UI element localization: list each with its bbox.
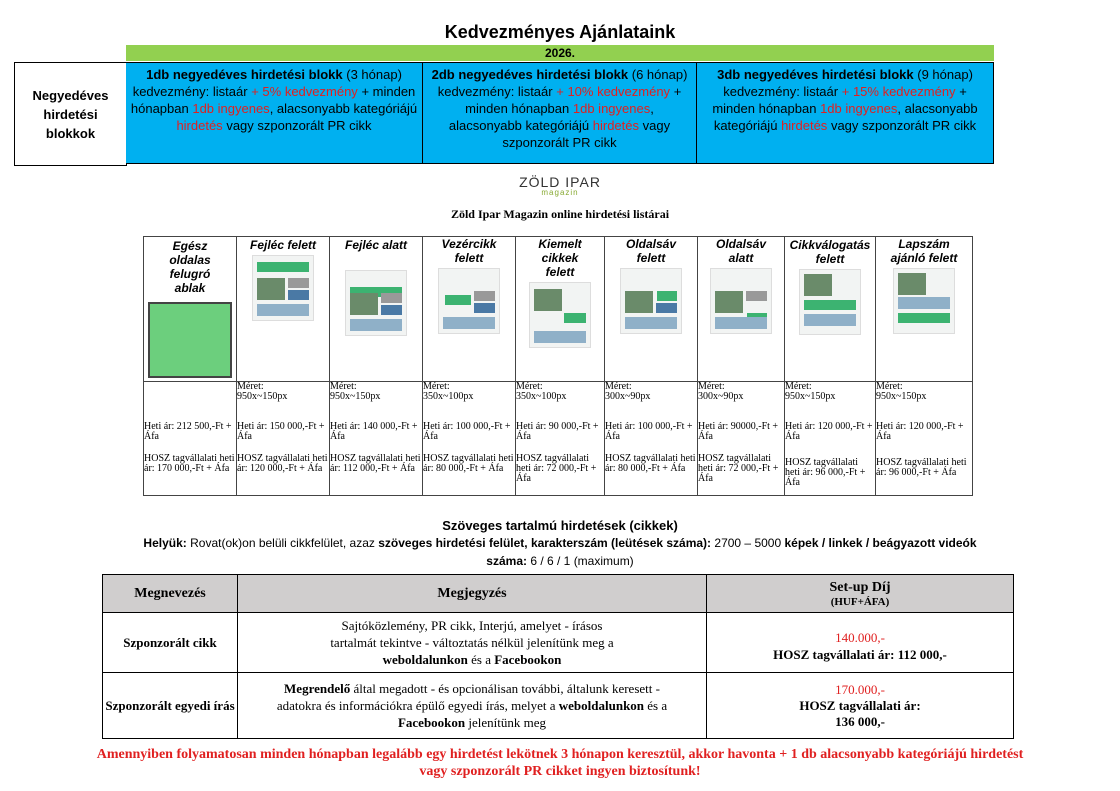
note-line [238, 714, 706, 731]
year-bar: 2026. [126, 45, 994, 61]
blocks-label-line: Negyedéves [32, 87, 109, 103]
ad-name: Fejléc alatt [344, 238, 408, 252]
blocks-label-line: blokkok [45, 125, 96, 141]
ad-cell [516, 237, 605, 382]
note-text: és a [644, 698, 668, 713]
ad-hosz-price: HOSZ tagvállalati heti ár: 120 000,-Ft + Áfa [237, 453, 328, 474]
header-fee [707, 575, 1014, 613]
ad-header-row [144, 237, 973, 382]
ad-name: Oldalsáv felett [625, 237, 677, 265]
ad-size-label: Méret: [876, 381, 903, 392]
ad-price: Heti ár: 140 000,-Ft + Áfa [330, 421, 418, 442]
ad-hosz-price: HOSZ tagvállalati heti ár: 80 000,-Ft + Áfa [423, 453, 514, 474]
blocks-label [14, 62, 127, 166]
ad-size: 950x~150px [237, 391, 288, 402]
ad-price-cell [423, 382, 516, 496]
ad-cell [785, 237, 876, 382]
block-text: vagy szponzorált PR cikk [830, 118, 977, 133]
row-note [238, 673, 707, 739]
price-header-row [103, 575, 1014, 613]
block-offer-3 [697, 62, 994, 164]
ad-hosz-price: HOSZ tagvállalati heti ár: 96 000,-Ft + Áfa [876, 457, 967, 478]
placement-media: képek / linkek / beágyazott videók [784, 536, 977, 550]
ad-hosz-price: HOSZ tagvállalati heti ár: 170 000,-Ft + Áfa [144, 453, 235, 474]
note-bold: weboldalunkon [382, 652, 468, 667]
ad-name: Lapszám ajánló felett [890, 237, 958, 265]
ad-price-cell [516, 382, 605, 496]
text-ads-heading: Szöveges tartalmú hirdetések (cikkek) [442, 518, 678, 533]
block-ad: hirdetés [592, 118, 639, 133]
ad-name: Fejléc felett [249, 238, 317, 252]
fee-title: Set-up Díj [829, 579, 891, 595]
note-text: által megadott - és opcionálisan további, általunk keresett - [350, 681, 660, 696]
ad-price: Heti ár: 100 000,-Ft + Áfa [605, 421, 693, 442]
ad-size-label: Méret: [330, 381, 357, 392]
page-title: Kedvezményes Ajánlataink [444, 22, 676, 42]
block-text: + minden hónapban [130, 84, 416, 116]
block-name: 2db negyedéves hirdetési blokk [431, 67, 629, 82]
ad-price: Heti ár: 120 000,-Ft + Áfa [785, 421, 873, 442]
block-discount: + 5% kedvezmény [251, 84, 358, 99]
block-name: 1db negyedéves hirdetési blokk [146, 67, 343, 82]
ad-size-label: Méret: [698, 381, 725, 392]
fee-sub: (HUF+ÁFA) [830, 595, 890, 608]
hosz-price: HOSZ tagvállalati ár: 112 000,- [773, 646, 947, 662]
popup-preview [148, 302, 232, 378]
page-preview [529, 282, 591, 348]
page-preview [893, 268, 955, 334]
placement-range: 2700 – 5000 [714, 536, 782, 550]
ad-price-cell [237, 382, 330, 496]
ad-placements-table [143, 236, 973, 496]
row-fee [707, 613, 1014, 673]
ad-price: Heti ár: 100 000,-Ft + Áfa [423, 421, 511, 442]
note-bold: weboldalunkon [558, 698, 645, 713]
ad-price: Heti ár: 120 000,-Ft + Áfa [876, 421, 964, 442]
ad-price-cell [330, 382, 423, 496]
block-free: 1db ingyenes [820, 101, 898, 116]
ad-size: 300x~90px [605, 391, 651, 402]
page-preview [620, 268, 682, 334]
ad-cell [605, 237, 698, 382]
placement-label: Helyük: [143, 536, 187, 550]
hosz-price: HOSZ tagvállalati ár: [799, 697, 921, 713]
note-bold: Megrendelő [284, 681, 351, 696]
note-line [238, 680, 706, 697]
ad-hosz-price: HOSZ tagvállalati heti ár: 112 000,-Ft + Áfa [330, 453, 421, 474]
block-ad: hirdetés [781, 118, 828, 133]
ad-price-row [144, 382, 973, 496]
page-preview [799, 269, 861, 335]
ad-price: Heti ár: 90 000,-Ft + Áfa [516, 421, 599, 442]
row-name: Szponzorált cikk [103, 613, 238, 673]
logo-sub: magazin [541, 188, 579, 197]
ad-hosz-price: HOSZ tagvállalati heti ár: 80 000,-Ft + Áfa [605, 453, 696, 474]
ad-name: Egész oldalas felugró ablak [169, 239, 211, 295]
footer-line: Amennyiben folyamatosan minden hónapban legalább egy hirdetést lekötnek 3 hónapon keresztül, akkor havonta + 1 db alacsonyabb kategóriájú hirdetést [96, 747, 1024, 762]
block-discount: + 10% kedvezmény [556, 84, 671, 99]
page-preview [438, 268, 500, 334]
note-text: adatokra és információkra épülő egyedi írás, melyet a [276, 698, 559, 713]
block-name: 3db negyedéves hirdetési blokk [717, 67, 914, 82]
ad-size-label: Méret: [237, 381, 264, 392]
ad-name: Cikkválogatás felett [789, 238, 871, 266]
page-preview [252, 255, 314, 321]
footer-offer [0, 746, 1120, 780]
note-text: és a [467, 652, 495, 667]
ad-size: 950x~150px [876, 391, 927, 402]
list-price: 170.000,- [835, 681, 885, 697]
ad-cell [237, 237, 330, 382]
ad-price-cell [876, 382, 973, 496]
block-free: 1db ingyenes [192, 101, 270, 116]
block-offer-1 [126, 62, 423, 164]
block-duration: (9 hónap) [917, 67, 973, 82]
note-bold: Facebookon [494, 652, 562, 667]
block-offer-2 [423, 62, 697, 164]
ad-cell [698, 237, 785, 382]
ad-size-label: Méret: [423, 381, 450, 392]
ad-name: Kiemelt cikkek felett [538, 237, 582, 279]
list-price: 140.000,- [835, 629, 885, 645]
ad-size-label: Méret: [516, 381, 543, 392]
footer-line: vagy szponzorált PR cikket ingyen biztosítunk! [419, 764, 701, 779]
row-note [238, 613, 707, 673]
ad-size: 950x~150px [330, 391, 381, 402]
ad-size: 350x~100px [516, 391, 567, 402]
block-ad: hirdetés [176, 118, 223, 133]
count-label: száma: [486, 554, 527, 568]
ad-price-cell [605, 382, 698, 496]
row-fee [707, 673, 1014, 739]
ad-price: Heti ár: 212 500,-Ft + Áfa [144, 421, 232, 442]
note-bold: Facebookon [397, 715, 466, 730]
placement-bold: szöveges hirdetési felület, karakterszám (leütések száma): [378, 536, 712, 550]
logo-text: ZÖLD IPAR [519, 174, 601, 190]
block-text: kedvezmény: listaár [723, 84, 839, 99]
ad-size-label: Méret: [605, 381, 632, 392]
text-ads-placement [0, 536, 1120, 550]
ad-price-cell [698, 382, 785, 496]
ad-cell [876, 237, 973, 382]
ad-cell [144, 237, 237, 382]
block-duration: (3 hónap) [346, 67, 402, 82]
block-text: + minden hónapban [712, 84, 967, 116]
note-line [238, 651, 706, 668]
block-text: + minden hónapban [465, 84, 682, 116]
ad-price-cell [785, 382, 876, 496]
hosz-price-value: 136 000,- [835, 713, 885, 729]
magazine-logo [0, 174, 1120, 196]
block-text: kedvezmény: listaár [132, 84, 248, 99]
block-text: , alacsonyabb kategóriájú [713, 101, 978, 133]
page-preview [345, 270, 407, 336]
ad-size: 350x~100px [423, 391, 474, 402]
note-line [238, 697, 706, 714]
note-line: Sajtóközlemény, PR cikk, Interjú, amelyet - írásos [341, 618, 603, 633]
text-ads-count [0, 554, 1120, 568]
price-list-title: Zöld Ipar Magazin online hirdetési listárai [450, 207, 670, 221]
ad-size-label: Méret: [785, 381, 812, 392]
price-row [103, 613, 1014, 673]
blocks-label-line: hirdetési [43, 106, 98, 122]
ad-price-cell [144, 382, 237, 496]
note-line: tartalmát tekintve - változtatás nélkül jelenítünk meg a [330, 635, 614, 650]
block-text: vagy szponzorált PR cikk [502, 118, 671, 150]
block-text: , alacsonyabb kategóriájú [448, 101, 654, 133]
row-name: Szponzorált egyedi írás [103, 673, 238, 739]
ad-size: 950x~150px [785, 391, 836, 402]
ad-price: Heti ár: 150 000,-Ft + Áfa [237, 421, 325, 442]
note-text: jelenítünk meg [465, 715, 547, 730]
ad-hosz-price: HOSZ tagvállalati heti ár: 96 000,-Ft + Áfa [785, 457, 866, 488]
block-discount: + 15% kedvezmény [841, 84, 956, 99]
page-preview [710, 268, 772, 334]
ad-name: Vezércikk felett [441, 237, 497, 265]
header-note: Megjegyzés [238, 575, 707, 613]
header-name: Megnevezés [103, 575, 238, 613]
ad-hosz-price: HOSZ tagvállalati heti ár: 72 000,-Ft + Áfa [698, 453, 779, 484]
count-value: 6 / 6 / 1 (maximum) [530, 554, 634, 568]
block-text: , alacsonyabb kategóriájú [269, 101, 418, 116]
ad-cell [423, 237, 516, 382]
price-row [103, 673, 1014, 739]
block-text: kedvezmény: listaár [437, 84, 553, 99]
block-text: vagy szponzorált PR cikk [226, 118, 372, 133]
block-duration: (6 hónap) [631, 67, 688, 82]
block-free: 1db ingyenes [572, 101, 651, 116]
placement-text: Rovat(ok)on belüli cikkfelület, azaz [190, 536, 375, 550]
sponsored-price-table [102, 574, 1014, 739]
ad-name: Oldalsáv alatt [715, 237, 767, 265]
ad-price: Heti ár: 90000,-Ft + Áfa [698, 421, 779, 442]
ad-hosz-price: HOSZ tagvállalati heti ár: 72 000,-Ft + Áfa [516, 453, 597, 484]
ad-cell [330, 237, 423, 382]
ad-size: 300x~90px [698, 391, 744, 402]
